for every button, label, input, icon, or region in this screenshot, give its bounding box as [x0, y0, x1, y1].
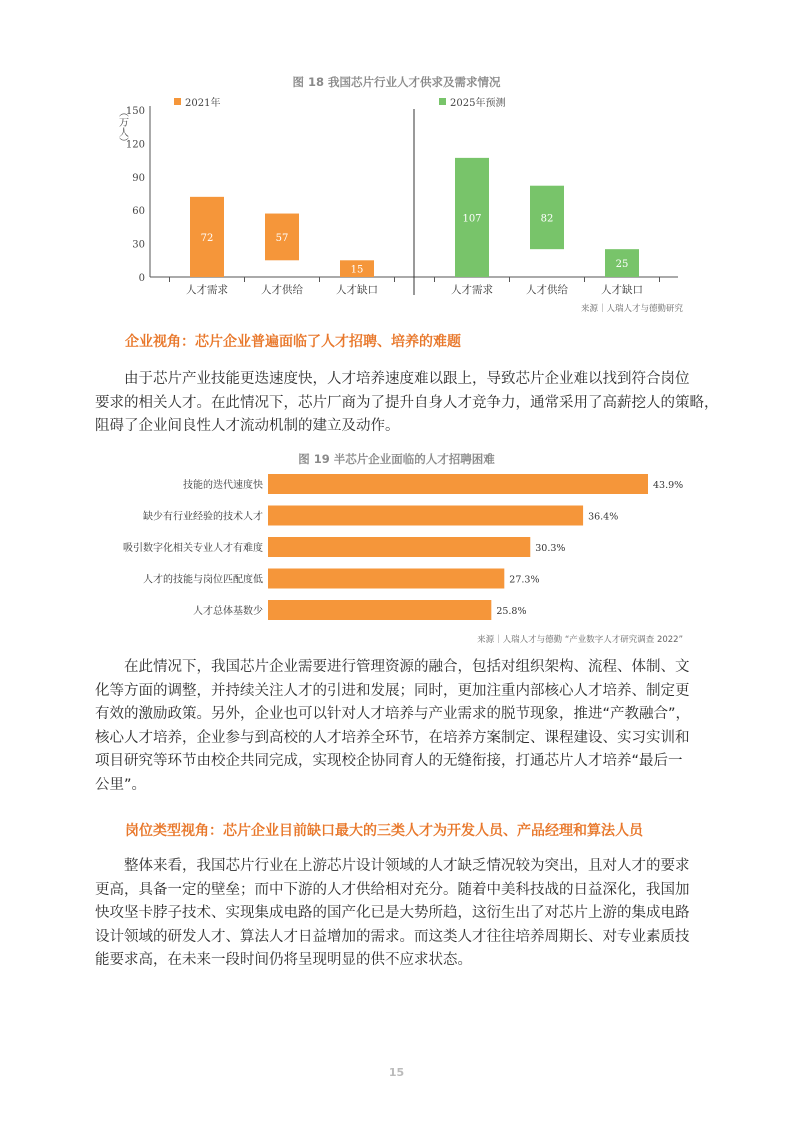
- y-axis-label: （万人）: [116, 107, 128, 147]
- figure-19-source: 来源｜人瑞人才与德勤 “产业数字人才研究调查 2022”: [477, 635, 683, 645]
- figure-19-title: 图 19 半芯片企业面临的人才招聘困难: [298, 452, 495, 466]
- section-heading-enterprise: 企业视角：芯片企业普遍面临了人才招聘、培养的难题: [125, 334, 461, 350]
- figure-18-title: 图 18 我国芯片行业人才供求及需求情况: [292, 75, 501, 89]
- paragraph-line: 核心人才培养，企业参与到高校的人才培养全环节，在培养方案制定、课程建设、实习实训和: [95, 729, 690, 746]
- bar-value-label: 25.8%: [496, 606, 527, 617]
- bar-value-label: 43.9%: [653, 480, 684, 491]
- bar-category-label: 人才总体基数少: [193, 606, 263, 617]
- bar-value-label: 57: [275, 232, 289, 244]
- bar-category-label: 技能的迭代速度快: [183, 480, 263, 491]
- y-tick-label: 150: [125, 106, 145, 117]
- legend-label: 2021年: [185, 98, 221, 109]
- x-category-label: 人才需求: [186, 284, 228, 295]
- y-tick-label: 120: [125, 139, 145, 151]
- paragraph-line: 设计领域的研发人才、算法人才日益增加的需求。而这类人才往往培养周期长、对专业素质技: [95, 928, 690, 945]
- y-tick-label: 60: [132, 206, 145, 218]
- y-tick-label: 30: [132, 239, 145, 251]
- bar-value-label: 30.3%: [535, 543, 566, 554]
- paragraph-line: 由于芯片产业技能更迭速度快，人才培养速度难以跟上，导致芯片企业难以找到符合岗位: [124, 371, 690, 387]
- bar-value-label: 107: [462, 213, 482, 225]
- bar-value-label: 15: [350, 264, 364, 276]
- paragraph-line: 能要求高，在未来一段时间仍将呈现明显的供不应求状态。: [95, 952, 472, 968]
- y-tick-label: 0: [138, 273, 145, 284]
- page-number: 15: [388, 1066, 405, 1079]
- bar: [268, 600, 491, 620]
- paragraph-1: [95, 368, 719, 439]
- paragraph-line: 更高，具备一定的壁垒；而中下游的人才供给相对充分。随着中美科技战的日益深化，我国加: [95, 881, 690, 898]
- paragraph-line: 在此情况下，我国芯片企业需要进行管理资源的融合，包括对组织架构、流程、体制、文: [124, 659, 690, 675]
- paragraph-2: [95, 656, 700, 797]
- paragraph-line: 有效的激励政策。另外，企业也可以针对人才培养与产业需求的脱节现象，推进“产教融合”，: [95, 706, 691, 722]
- x-category-label: 人才供给: [526, 284, 568, 295]
- bar: [268, 537, 530, 557]
- paragraph-line: 公里”。: [95, 776, 147, 793]
- bar-value-label: 36.4%: [588, 511, 619, 523]
- x-category-label: 人才供给: [261, 284, 303, 295]
- bar-category-label: 吸引数字化相关专业人才有难度: [123, 543, 263, 554]
- legend-swatch: [174, 98, 181, 105]
- paragraph-3: [95, 855, 700, 973]
- legend-swatch: [439, 98, 446, 105]
- legend-label: 2025年预测: [450, 98, 506, 109]
- paragraph-line: 整体来看，我国芯片行业在上游芯片设计领域的人才缺乏情况较为突出，且对人才的要求: [124, 858, 690, 874]
- bar: [268, 569, 504, 589]
- paragraph-line: 化等方面的调整，并持续关注人才的引进和发展；同时，更加注重内部核心人才培养、制定更: [95, 682, 690, 699]
- bar-category-label: 缺少有行业经验的技术人才: [143, 511, 263, 523]
- x-category-label: 人才缺口: [601, 284, 643, 295]
- bar: [268, 474, 648, 494]
- figure-19-chart: [100, 468, 700, 628]
- paragraph-line: 要求的相关人才。在此情况下，芯片厂商为了提升自身人才竞争力，通常采用了高薪挖人的策略，: [95, 394, 719, 411]
- paragraph-line: 快攻坚卡脖子技术、实现集成电路的国产化已是大势所趋，这衍生出了对芯片上游的集成电路: [95, 905, 690, 921]
- bar-value-label: 25: [615, 259, 629, 271]
- bar: [268, 506, 583, 526]
- bar-value-label: 82: [540, 213, 554, 225]
- x-category-label: 人才缺口: [336, 284, 378, 295]
- bar-category-label: 人才的技能与岗位匹配度低: [143, 574, 263, 586]
- paragraph-line: 阻碍了企业间良性人才流动机制的建立及动作。: [95, 418, 400, 434]
- x-category-label: 人才需求: [451, 284, 493, 295]
- paragraph-line: 项目研究等环节由校企共同完成，实现校企协同育人的无缝衔接，打通芯片人才培养“最后一: [95, 753, 683, 769]
- bar-value-label: 72: [200, 232, 214, 244]
- y-tick-label: 90: [132, 172, 145, 184]
- section-heading-role-type: 岗位类型视角：芯片企业目前缺口最大的三类人才为开发人员、产品经理和算法人员: [125, 823, 643, 839]
- figure-18-chart: [100, 95, 700, 295]
- figure-18-source: 来源｜人瑞人才与德勤研究: [580, 304, 683, 314]
- bar-value-label: 27.3%: [509, 574, 540, 586]
